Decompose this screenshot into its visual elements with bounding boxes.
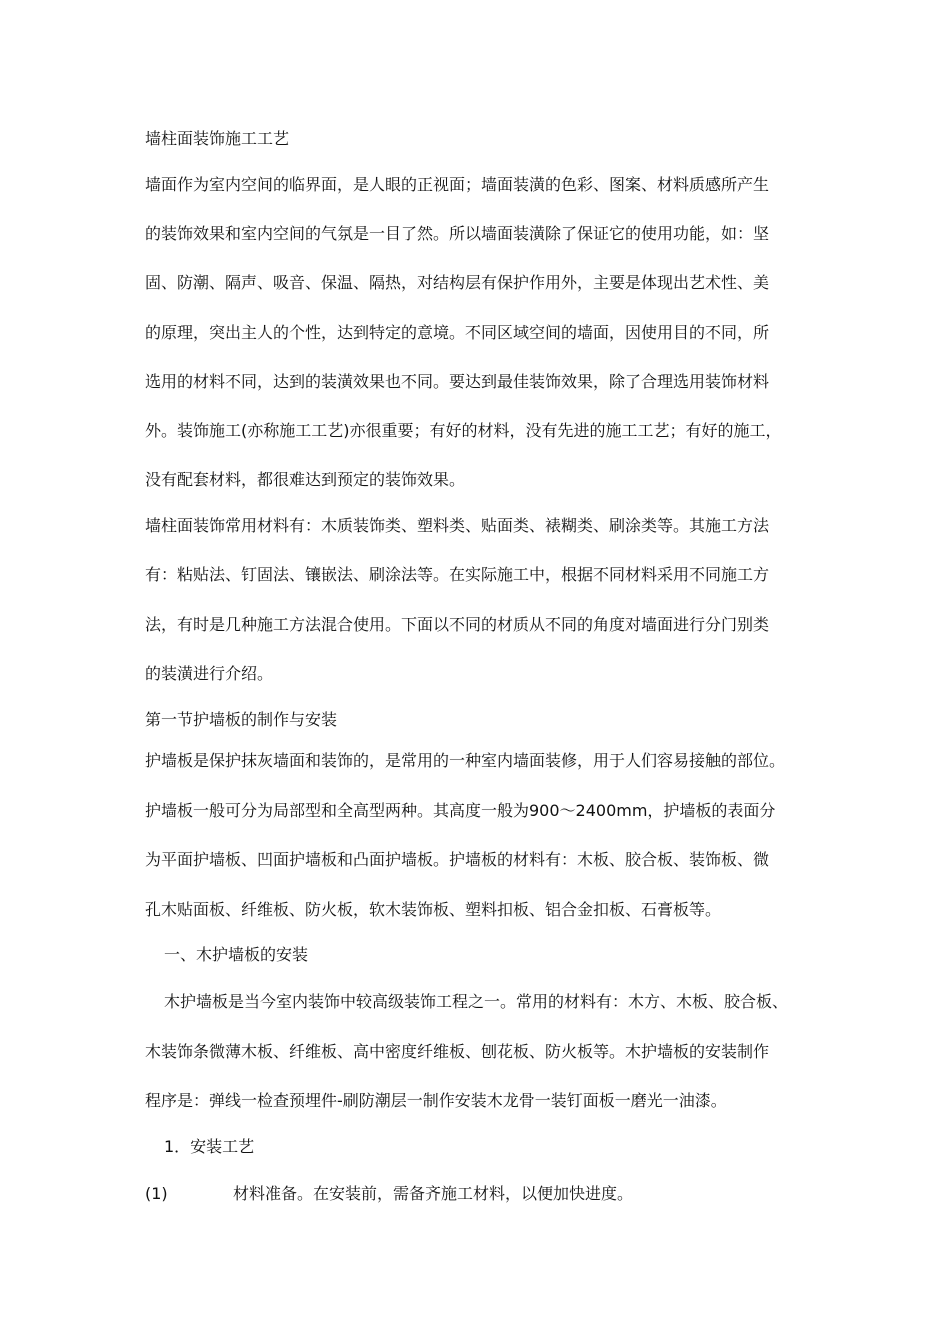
subsection-line-2: 木装饰条微薄木板、纤维板、高中密度纤维板、刨花板、防火板等。木护墙板的安装制作 [145, 1042, 770, 1061]
intro-line-7: 没有配套材料，都很难达到预定的装饰效果。 [145, 470, 466, 489]
intro-line-6: 外。装饰施工(亦称施工工艺)亦很重要；有好的材料，没有先进的施工工艺；有好的施工， [145, 421, 782, 440]
item-text: 材料准备。在安装前，需备齐施工材料，以便加快进度。 [233, 1184, 634, 1203]
section-line-3: 为平面护墙板、凹面护墙板和凸面护墙板。护墙板的材料有：木板、胶合板、装饰板、微 [145, 850, 770, 869]
section-line-4: 孔木贴面板、纤维板、防火板，软木装饰板、塑料扣板、铝合金扣板、石膏板等。 [145, 900, 722, 919]
materials-line-3: 法，有时是几种施工方法混合使用。下面以不同的材质从不同的角度对墙面进行分门别类 [145, 615, 770, 634]
intro-line-2: 的装饰效果和室内空间的气氛是一目了然。所以墙面装潢除了保证它的使用功能，如：坚 [145, 224, 770, 243]
intro-line-4: 的原理，突出主人的个性，达到特定的意境。不同区域空间的墙面，因使用目的不同，所 [145, 323, 770, 342]
subsection-title: 一、木护墙板的安装 [164, 945, 309, 964]
subsection-line-3: 程序是：弹线一检查预埋件-刷防潮层一制作安装木龙骨一装钉面板一磨光一油漆。 [145, 1091, 727, 1110]
section-line-2: 护墙板一般可分为局部型和全高型两种。其高度一般为900～2400mm，护墙板的表面分 [145, 801, 776, 820]
materials-line-4: 的装潢进行介绍。 [145, 664, 274, 683]
materials-line-1: 墙柱面装饰常用材料有：木质装饰类、塑料类、贴面类、裱糊类、刷涂类等。其施工方法 [145, 516, 770, 535]
document-title: 墙柱面装饰施工工艺 [145, 129, 290, 148]
item-number-label: (1) [145, 1184, 168, 1203]
subsection-line-1: 木护墙板是当今室内装饰中较高级装饰工程之一。常用的材料有：木方、木板、胶合板、 [164, 992, 789, 1011]
materials-line-2: 有：粘贴法、钉固法、镶嵌法、刷涂法等。在实际施工中，根据不同材料采用不同施工方 [145, 565, 770, 584]
intro-line-5: 选用的材料不同，达到的装潢效果也不同。要达到最佳装饰效果，除了合理选用装饰材料 [145, 372, 770, 391]
section-title: 第一节护墙板的制作与安装 [145, 710, 338, 729]
section-line-1: 护墙板是保护抹灰墙面和装饰的，是常用的一种室内墙面装修，用于人们容易接触的部位。 [145, 751, 786, 770]
intro-line-3: 固、防潮、隔声、吸音、保温、隔热，对结构层有保护作用外，主要是体现出艺术性、美 [145, 273, 770, 292]
item-title: 1．安装工艺 [164, 1137, 255, 1156]
intro-line-1: 墙面作为室内空间的临界面，是人眼的正视面；墙面装潢的色彩、图案、材料质感所产生 [145, 175, 770, 194]
